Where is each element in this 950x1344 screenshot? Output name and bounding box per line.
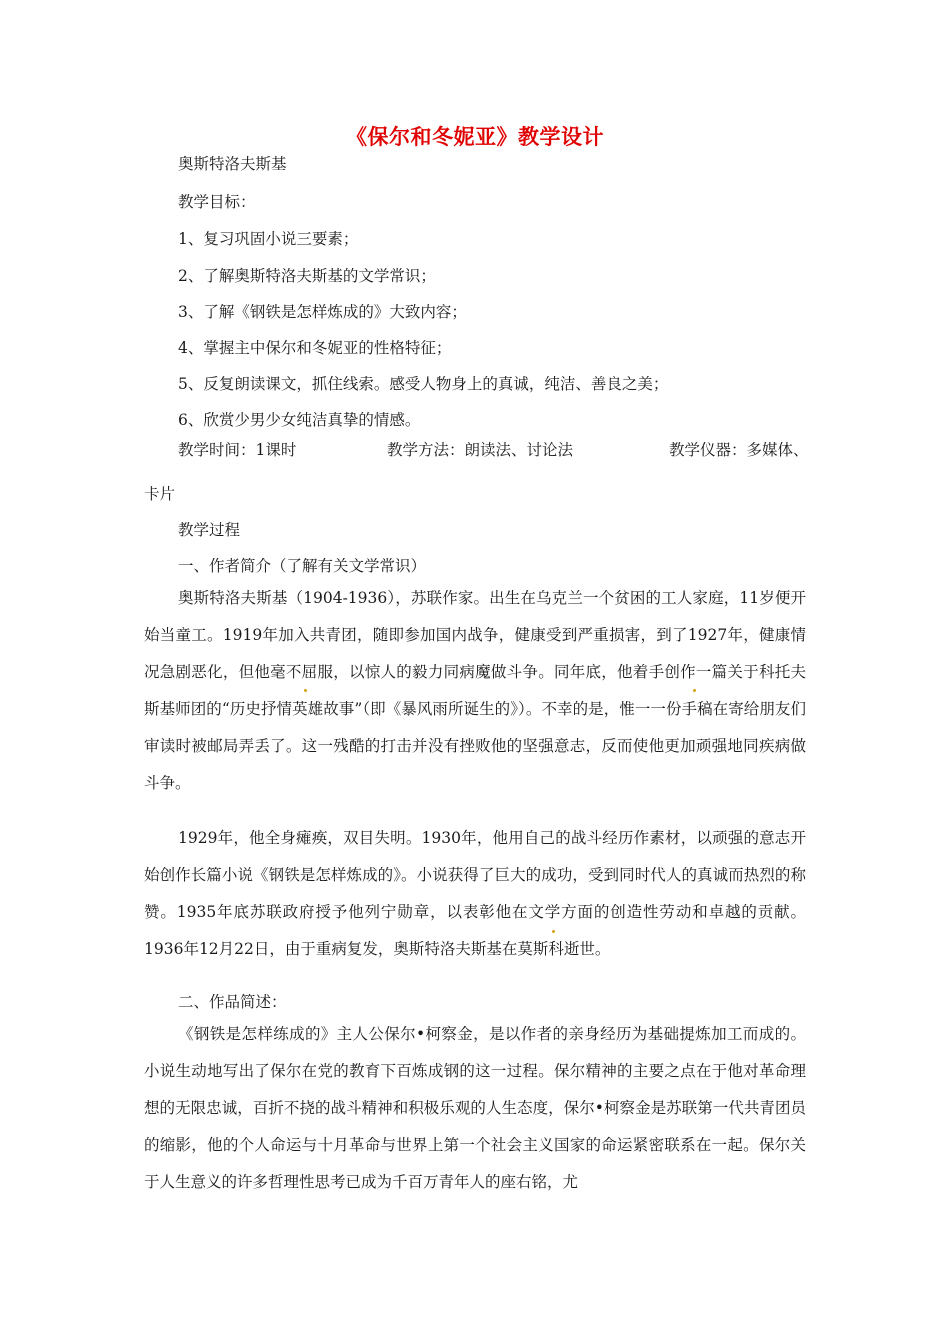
section1-paragraph: 1929年，他全身瘫痪，双目失明。1930年，他用自己的战斗经历作素材，以顽强的意志开始创作长篇小说《钢铁是怎样炼成的》。小说获得了巨大的成功，受到同时代人的真诚而热烈的称赞。1935年底苏联政府授予他列宁勋章，以表彰他在文学方面的创造性劳动和卓越的贡献。1936年12月22日，由于重病复发，奥斯特洛夫斯基在莫斯科逝世。 — [144, 829, 806, 958]
objective-item: 5、反复朗读课文，抓住线索。感受人物身上的真诚，纯洁、善良之美； — [178, 375, 669, 393]
scan-speck — [552, 930, 555, 933]
objective-item: 3、了解《钢铁是怎样炼成的》大致内容； — [178, 303, 467, 321]
objective-item: 1、复习巩固小说三要素； — [178, 230, 359, 248]
author-line: 奥斯特洛夫斯基 — [178, 155, 287, 173]
teaching-equipment-continued: 卡片 — [144, 485, 176, 503]
objective-item: 2、了解奥斯特洛夫斯基的文学常识； — [178, 267, 436, 285]
teaching-equipment: 教学仪器：多媒体、 — [669, 441, 809, 459]
section2-paragraph: 《钢铁是怎样练成的》主人公保尔•柯察金，是以作者的亲身经历为基础提炼加工而成的。小说生动地写出了保尔在党的教育下百炼成钢的这一过程。保尔精神的主要之点在于他对革命理想的无限忠诚，百折不挠的战斗精神和积极乐观的人生态度，保尔•柯察金是苏联第一代共青团员的缩影，他的个人命运与十月革命与世界上第一个社会主义国家的命运紧密联系在一起。保尔关于人生意义的许多哲理性思考已成为千百万青年人的座右铭，尤 — [144, 1025, 806, 1191]
objectives-heading: 教学目标： — [178, 193, 256, 211]
scan-speck — [304, 689, 307, 692]
section2-heading: 二、作品简述： — [178, 993, 287, 1011]
teaching-time: 教学时间：1课时 — [178, 441, 297, 459]
objective-item: 6、欣赏少男少女纯洁真挚的情感。 — [178, 411, 421, 429]
scan-speck — [693, 689, 696, 692]
objective-item: 4、掌握主中保尔和冬妮亚的性格特征； — [178, 339, 452, 357]
section1-heading: 一、作者简介（了解有关文学常识） — [178, 557, 427, 575]
document-title: 《保尔和冬妮亚》教学设计 — [346, 124, 604, 149]
section1-paragraph: 奥斯特洛夫斯基（1904-1936），苏联作家。出生在乌克兰一个贫困的工人家庭，11岁便开始当童工。1919年加入共青团，随即参加国内战争，健康受到严重损害，到了1927年，健康情况急剧恶化，但他毫不屈服，以惊人的毅力同病魔做斗争。同年底，他着手创作一篇关于科托夫斯基师团的“历史抒情英雄故事”（即《暴风雨所诞生的》）。不幸的是，惟一一份手稿在寄给朋友们审读时被邮局弄丢了。这一残酷的打击并没有挫败他的坚强意志，反而使他更加顽强地同疾病做斗争。 — [144, 589, 806, 792]
process-heading: 教学过程 — [178, 521, 241, 539]
teaching-method: 教学方法：朗读法、讨论法 — [387, 441, 574, 459]
